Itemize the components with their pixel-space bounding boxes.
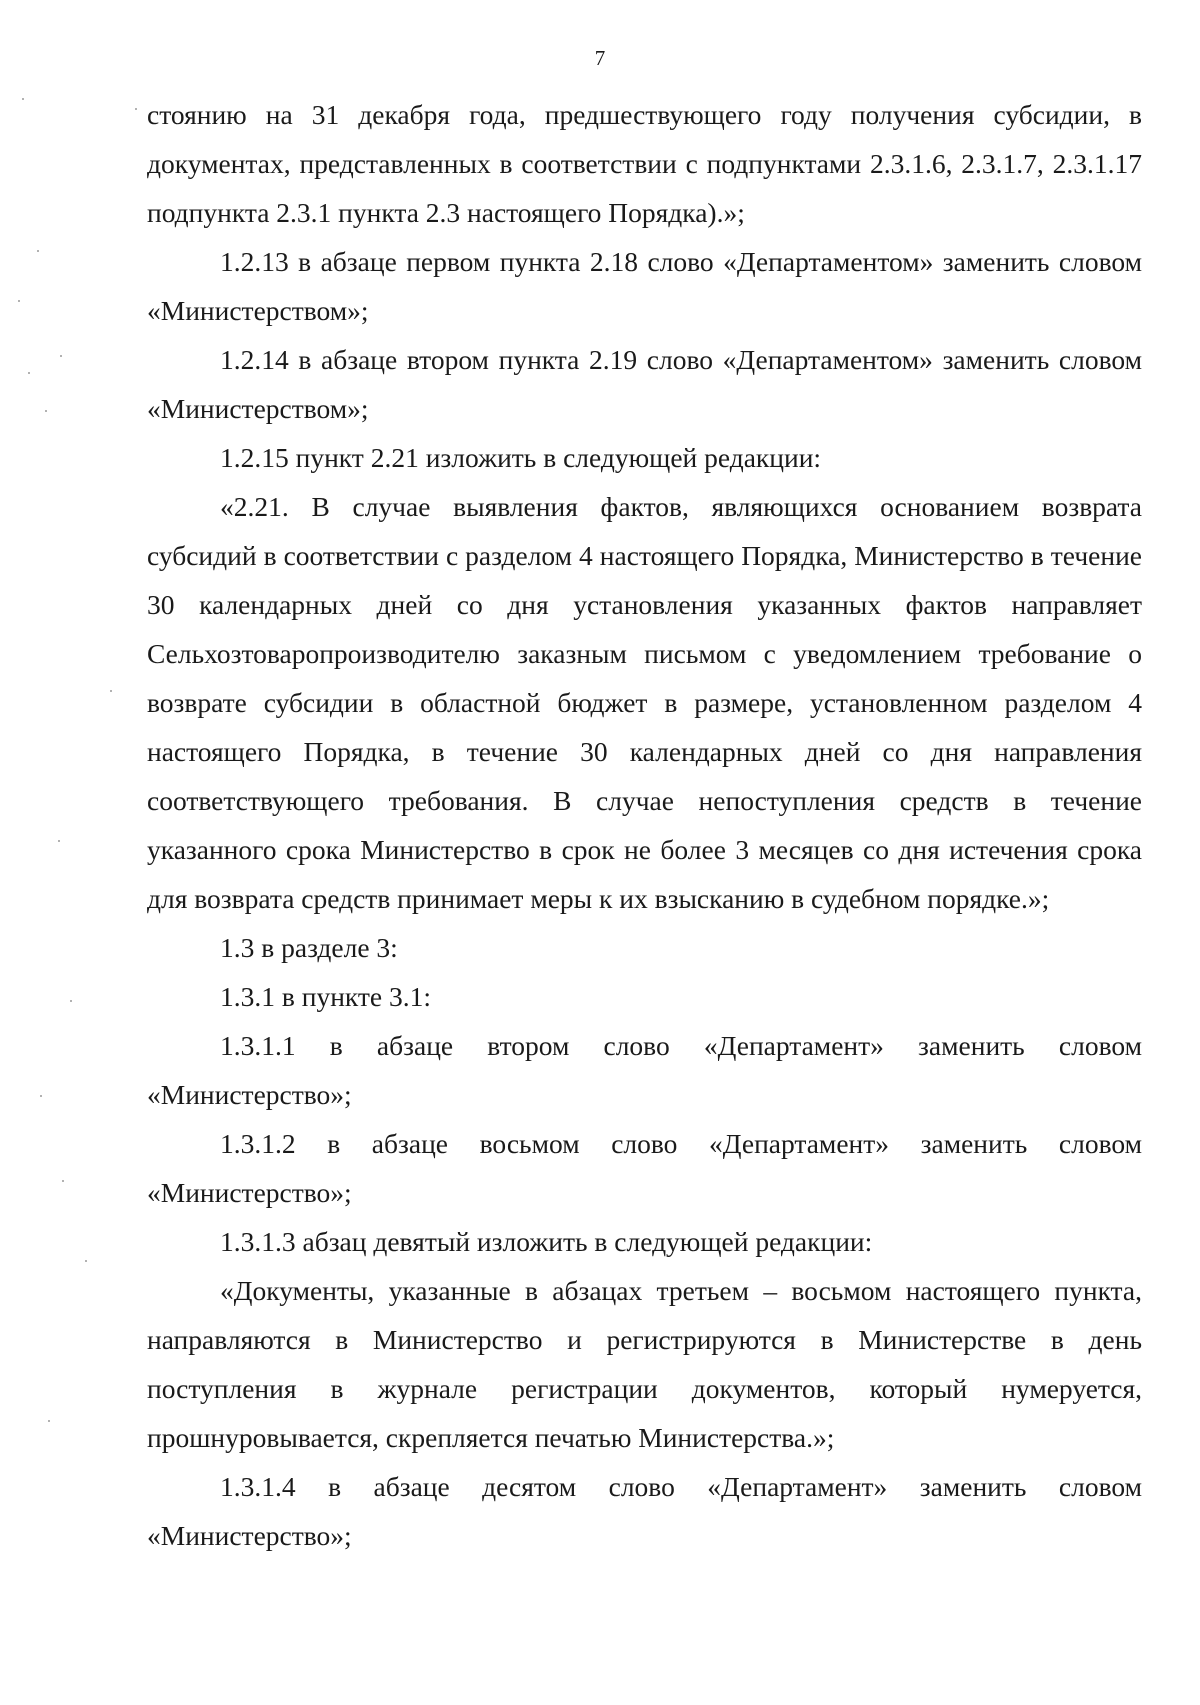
paragraph: 1.3.1 в пункте 3.1: [220,981,432,1012]
paragraph: 1.3.1.3 абзац девятый изложить в следующей редакции: [220,1226,873,1257]
paragraph: 1.3 в разделе 3: [220,932,398,963]
paragraph: 1.3.1.2 в абзаце восьмом слово «Департамент» заменить словом «Министерство»; [147,1128,1142,1208]
paragraph: стоянию на 31 декабря года, предшествующего году получения субсидии, в документах, представленных в соответствии с подпунктами 2.3.1.6, 2.3.1.7, 2.3.1.17 подпункта 2.3.1 пункта 2.3 настоящего Порядка).»; [147,99,1142,228]
page-number: 7 [594,46,606,70]
paragraph: «Документы, указанные в абзацах третьем – восьмом настоящего пункта, направляются в Министерство и регистрируются в Министерстве в день поступления в журнале регистрации документов, который нумеруется, прошнуровывается, скрепляется печатью Министерства.»; [147,1275,1142,1453]
paragraph: 1.2.15 пункт 2.21 изложить в следующей редакции: [220,442,822,473]
paragraph: 1.3.1.4 в абзаце десятом слово «Департамент» заменить словом «Министерство»; [147,1471,1142,1551]
paragraph: «2.21. В случае выявления фактов, являющихся основанием возврата субсидий в соответствии с разделом 4 настоящего Порядка, Министерство в течение 30 календарных дней со дня установления указанных фактов направляет Сельхозтоваропроизводителю заказным письмом с уведомлением требование о возврате субсидии в областной бюджет в размере, установленном разделом 4 настоящего Порядка, в течение 30 календарных дней со дня направления соответствующего требования. В случае непоступления средств в течение указанного срока Министерство в срок не более 3 месяцев со дня истечения срока для возврата средств принимает меры к их взысканию в судебном порядке.»; [147,491,1142,914]
paragraph: 1.3.1.1 в абзаце втором слово «Департамент» заменить словом «Министерство»; [147,1030,1142,1110]
paragraph: 1.2.14 в абзаце втором пункта 2.19 слово «Департаментом» заменить словом «Министерством»; [147,344,1142,424]
paragraph: 1.2.13 в абзаце первом пункта 2.18 слово «Департаментом» заменить словом «Министерством»; [147,246,1142,326]
document-body [147,90,1142,1560]
